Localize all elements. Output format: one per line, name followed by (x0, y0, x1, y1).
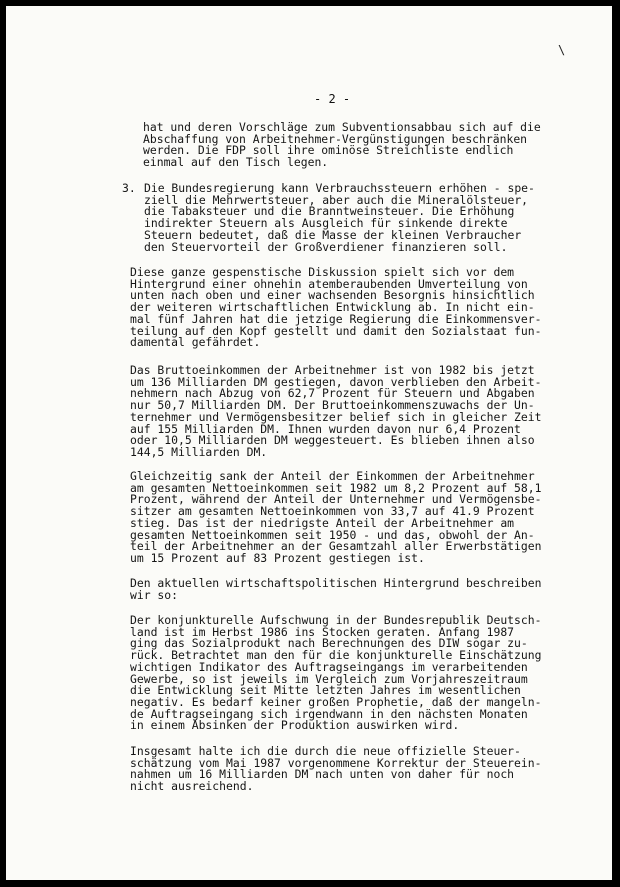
text-line: ziell die Mehrwertsteuer, aber auch die Mineralölsteuer, (144, 192, 529, 207)
text-line: nehmern nach Abzug von 62,7 Prozent für Steuern und Abgaben (130, 386, 535, 401)
text-line: wir so: (130, 587, 179, 602)
text-line: unten nach oben und einer wachsenden Besorgnis hinsichtlich (130, 288, 535, 303)
page-number: - 2 - (314, 92, 351, 106)
text-line: in einem Absinken der Produktion auswirken wird. (130, 718, 460, 733)
text-line: nur 50,7 Milliarden DM. Der Bruttoeinkommenszuwachs der Un- (130, 398, 535, 413)
text-line: Die Bundesregierung kann Verbrauchssteuern erhöhen - spe- (144, 181, 535, 195)
text-line: oder 10,5 Milliarden DM weggesteuert. Es blieben ihnen also (130, 433, 535, 448)
text-line: teilung auf den Kopf gestellt und damit den Sozialstaat fun- (130, 323, 542, 338)
text-line: wichtigen Indikator des Auftragseingangs im verarbeitenden (130, 659, 528, 674)
text-line: nahmen um 16 Milliarden DM nach unten von daher für noch (130, 767, 515, 782)
paragraph-tax-estimate (130, 746, 541, 793)
text-line: die Entwicklung seit Mitte letzten Jahres im wesentlichen (130, 683, 521, 698)
paragraph-economy (130, 615, 541, 732)
text-line: indirekter Steuern als Ausgleich für sinkende direkte (144, 216, 508, 231)
text-line: gesamten Nettoeinkommen seit 1950 - und das, obwohl der An- (130, 527, 535, 542)
paragraph-gross-income (130, 365, 541, 459)
paragraph-background-intro (130, 578, 541, 601)
text-line: Diese ganze gespenstische Diskussion spielt sich vor dem (130, 265, 515, 279)
text-line: Abschaffung von Arbeitnehmer-Vergünstigungen beschränken (143, 131, 528, 146)
text-line: Prozent, während der Anteil der Unternehmer und Vermögensbe- (130, 492, 542, 507)
text-line: damental gefährdet. (130, 335, 261, 350)
text-line: Der konjunkturelle Aufschwung in der Bundesrepublik Deutsch- (130, 613, 542, 627)
text-line: den Steuervorteil der Großverdiener finanzieren soll. (144, 239, 508, 254)
text-line: am gesamten Nettoeinkommen seit 1982 um 8,2 Prozent auf 58,1 (130, 480, 542, 495)
text-line: werden. Die FDP soll ihre ominöse Streichliste endlich (143, 143, 514, 158)
paragraph-continuation (143, 122, 541, 169)
text-line: einmal auf den Tisch legen. (143, 155, 329, 170)
text-line: mal fünf Jahren hat die jetzige Regierung die Einkommensver- (130, 311, 542, 326)
text-line: Gleichzeitig sank der Anteil der Einkommen der Arbeitnehmer (130, 469, 535, 483)
text-line: hat und deren Vorschläge zum Subventionsabbau sich auf die (143, 120, 541, 134)
text-line: um 15 Prozent auf 83 Prozent gestiegen ist. (130, 550, 425, 565)
text-line: teil der Arbeitnehmer an der Gesamtzahl aller Erwerbstätigen (130, 539, 542, 554)
item-number: 3. (122, 181, 136, 195)
text-line: nicht ausreichend. (130, 779, 254, 794)
text-line: Den aktuellen wirtschaftspolitischen Hintergrund beschreiben (130, 576, 542, 590)
text-line: sitzer am gesamten Nettoeinkommen von 33,7 auf 41.9 Prozent (130, 504, 535, 519)
text-line: Hintergrund einer ohnehin atemberaubenden Umverteilung von (130, 276, 528, 291)
text-line: rück. Betrachtet man den für die konjunkturelle Einschätzung (130, 648, 542, 663)
text-line: der weiteren wirtschaftlichen Entwicklung ab. In nicht ein- (130, 300, 535, 315)
text-line: um 136 Milliarden DM gestiegen, davon verblieben den Arbeit- (130, 374, 542, 389)
text-line: die Tabaksteuer und die Branntweinsteuer. Die Erhöhung (144, 204, 515, 219)
text-line: stieg. Das ist der niedrigste Anteil der Arbeitnehmer am (130, 515, 515, 530)
text-line: schätzung vom Mai 1987 vorgenommene Korrektur der Steuerein- (130, 755, 542, 770)
text-line: land ist im Herbst 1986 ins Stocken geraten. Anfang 1987 (130, 624, 515, 639)
document-page (6, 6, 612, 880)
text-line: 144,5 Milliarden DM. (130, 444, 268, 459)
paragraph-discussion (130, 267, 541, 349)
text-line: Steuern bedeutet, daß die Masse der kleinen Verbraucher (144, 227, 522, 242)
text-line: ging das Sozialprodukt nach Berechnungen des DIW sogar zu- (130, 636, 528, 651)
text-line: Insgesamt halte ich die durch die neue offizielle Steuer- (130, 744, 521, 758)
text-line: Das Bruttoeinkommen der Arbeitnehmer ist von 1982 bis jetzt (130, 363, 535, 377)
corner-mark: \ (558, 43, 566, 57)
paragraph-net-income (130, 471, 541, 565)
text-line: ternehmer und Vermögensbesitzer belief sich in gleicher Zeit (130, 409, 542, 424)
text-line: negativ. Es bedarf keiner großen Prophetie, daß der mangeln- (130, 694, 542, 709)
text-line: auf 155 Milliarden DM. Ihnen wurden davon nur 6,4 Prozent (130, 421, 521, 436)
text-line: de Auftragseingang sich irgendwann in den nächsten Monaten (130, 706, 528, 721)
text-line: Gewerbe, so ist jeweils im Vergleich zum Vorjahreszeitraum (130, 671, 528, 686)
numbered-item-3 (122, 183, 592, 253)
